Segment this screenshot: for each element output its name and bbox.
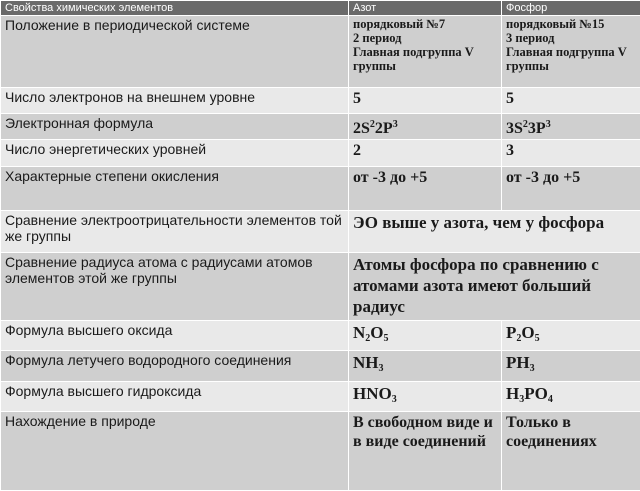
header-row xyxy=(1,1,640,16)
nitrogen-hydrogen-compound xyxy=(349,351,502,382)
phosphorus-oxidation-states: от -3 до +5 xyxy=(502,167,640,211)
formula-part: O xyxy=(370,323,383,342)
formula-sup: 3 xyxy=(393,119,398,130)
row-label-hydrogen-compound: Формула летучего водородного соединения xyxy=(1,351,349,382)
table-row xyxy=(1,167,640,211)
table-row xyxy=(1,382,640,412)
nitrogen-oxidation-states: от -3 до +5 xyxy=(349,167,502,211)
formula-part: 2S xyxy=(353,120,370,137)
row-label-occurrence: Нахождение в природе xyxy=(1,412,349,491)
nitrogen-higher-hydroxide xyxy=(349,382,502,412)
phosphorus-higher-oxide xyxy=(502,321,640,351)
phosphorus-hydrogen-compound xyxy=(502,351,640,382)
phosphorus-position-text: порядковый №15 3 период Главная подгруппа V группы xyxy=(506,17,636,73)
formula-part: NH xyxy=(353,353,379,372)
formula-part: H xyxy=(506,384,519,403)
table-row xyxy=(1,211,640,253)
row-label-electronegativity: Сравнение электроотрицательности элементов той же группы xyxy=(1,211,349,253)
formula-part: 3P xyxy=(528,120,546,137)
formula-sub: 2 xyxy=(365,333,370,344)
phosphorus-occurrence: Только в соединениях xyxy=(502,412,640,491)
row-label-higher-hydroxide: Формула высшего гидроксида xyxy=(1,382,349,412)
formula-part: HNO xyxy=(353,384,392,403)
row-label-energy-levels: Число энергетических уровней xyxy=(1,140,349,167)
row-label-position: Положение в периодической системе xyxy=(1,16,349,88)
formula-part: N xyxy=(353,323,365,342)
row-label-oxidation-states: Характерные степени окисления xyxy=(1,167,349,211)
header-phosphorus: Фосфор xyxy=(502,1,640,16)
row-label-atomic-radius: Сравнение радиуса атома с радиусами атомов элементов этой же группы xyxy=(1,253,349,321)
nitrogen-position-text: порядковый №7 2 период Главная подгруппа V группы xyxy=(353,17,497,73)
row-label-electrons: Число электронов на внешнем уровне xyxy=(1,88,349,114)
table-row xyxy=(1,321,640,351)
formula-part: 2P xyxy=(375,120,393,137)
table-row xyxy=(1,16,640,88)
formula-sub: 5 xyxy=(535,333,540,344)
table-row xyxy=(1,140,640,167)
nitrogen-electrons: 5 xyxy=(349,88,502,114)
nitrogen-occurrence: В свободном виде и в виде соединений xyxy=(349,412,502,491)
formula-sub: 5 xyxy=(384,333,389,344)
phosphorus-electrons: 5 xyxy=(502,88,640,114)
table-row xyxy=(1,351,640,382)
phosphorus-higher-hydroxide xyxy=(502,382,640,412)
table-row xyxy=(1,253,640,321)
formula-part: PO xyxy=(524,384,548,403)
formula-part: PH xyxy=(506,353,530,372)
formula-sub: 2 xyxy=(516,333,521,344)
formula-sub: 3 xyxy=(519,394,524,405)
phosphorus-energy-levels: 3 xyxy=(502,140,640,167)
formula-part: P xyxy=(506,323,516,342)
formula-sub: 3 xyxy=(379,363,384,374)
table-row xyxy=(1,114,640,140)
atomic-radius-comparison: Атомы фосфора по сравнению с атомами азота имеют больший радиус xyxy=(349,253,640,321)
phosphorus-electron-formula xyxy=(502,114,640,140)
table-row xyxy=(1,412,640,491)
formula-part: O xyxy=(521,323,534,342)
formula-sub: 3 xyxy=(392,394,397,405)
row-label-electron-formula: Электронная формула xyxy=(1,114,349,140)
nitrogen-position xyxy=(349,16,502,88)
nitrogen-energy-levels: 2 xyxy=(349,140,502,167)
formula-part: 3S xyxy=(506,120,523,137)
formula-sub: 4 xyxy=(548,394,553,405)
nitrogen-electron-formula xyxy=(349,114,502,140)
nitrogen-higher-oxide xyxy=(349,321,502,351)
header-nitrogen: Азот xyxy=(349,1,502,16)
formula-sup: 3 xyxy=(546,119,551,130)
phosphorus-position xyxy=(502,16,640,88)
row-label-higher-oxide: Формула высшего оксида xyxy=(1,321,349,351)
formula-sub: 3 xyxy=(530,363,535,374)
formula-sup: 2 xyxy=(523,119,528,130)
formula-sup: 2 xyxy=(370,119,375,130)
electronegativity-comparison: ЭО выше у азота, чем у фосфора xyxy=(349,211,640,253)
table-row xyxy=(1,88,640,114)
header-properties: Свойства химических элементов xyxy=(1,1,349,16)
